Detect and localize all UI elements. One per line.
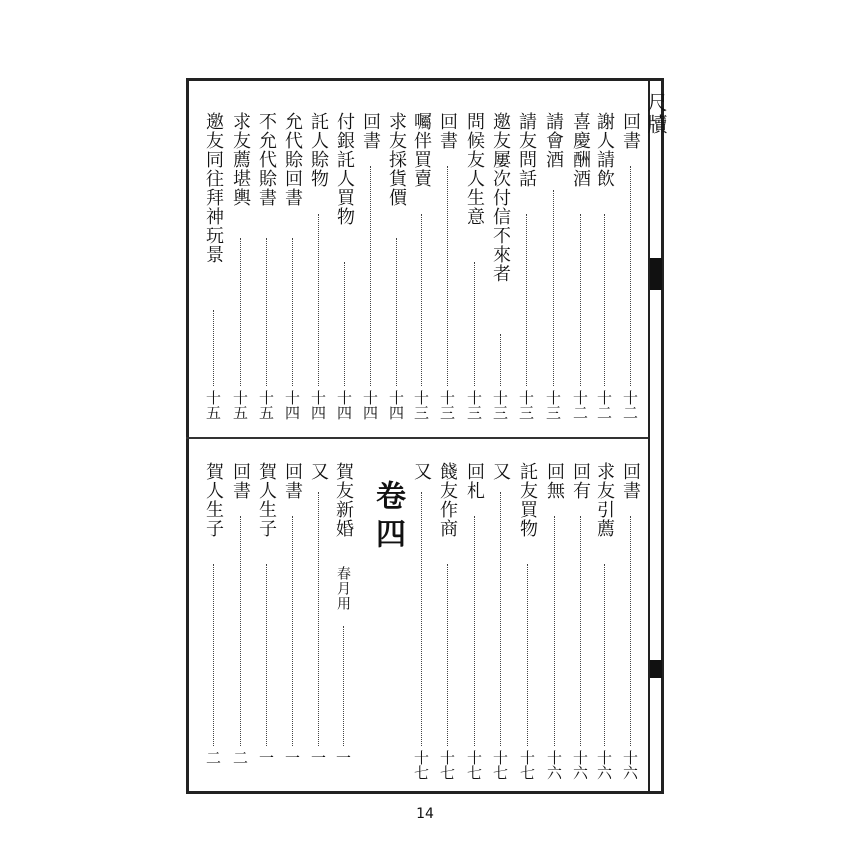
- toc-entry-title: 囑伴買賣: [411, 112, 432, 188]
- toc-entry-page: 十三: [438, 390, 456, 420]
- toc-entry-page: 十七: [491, 750, 509, 780]
- toc-entry-title: 喜慶酬酒: [570, 112, 591, 188]
- toc-entry-title: 回書: [282, 462, 303, 500]
- toc-entry-title: 付銀託人買物: [334, 112, 355, 226]
- toc-entry-title: 求友薦堪輿: [230, 112, 251, 207]
- toc-entry-title: 回書: [230, 462, 251, 500]
- toc-entry-page: 十二: [571, 390, 589, 420]
- toc-entry-title: 請友問話: [516, 112, 537, 188]
- toc-entry-page: 十七: [518, 750, 536, 780]
- section-divider: [186, 437, 648, 439]
- toc-entry-title: 謝人請飲: [594, 112, 615, 188]
- leader-dots: [447, 564, 448, 746]
- leader-dots: [526, 214, 527, 386]
- toc-entry-title: 回書: [360, 112, 381, 150]
- toc-entry-title: 邀友同往拜神玩景: [203, 112, 224, 264]
- toc-entry-title: 回有: [570, 462, 591, 500]
- toc-entry-page: 十二: [595, 390, 613, 420]
- fishtail-mark: [650, 258, 662, 290]
- toc-entry-page: 二: [204, 750, 222, 765]
- toc-entry-page: 十四: [387, 390, 405, 420]
- toc-entry-page: 十五: [204, 390, 222, 420]
- toc-entry-title: 賀人生子: [256, 462, 277, 538]
- leader-dots: [447, 166, 448, 386]
- leader-dots: [292, 516, 293, 746]
- toc-entry-page: 十五: [231, 390, 249, 420]
- toc-entry-page: 十四: [283, 390, 301, 420]
- leader-dots: [240, 238, 241, 386]
- toc-entry-title: 又: [490, 462, 511, 481]
- leader-dots: [213, 310, 214, 386]
- leader-dots: [343, 626, 344, 746]
- toc-entry-page: 十七: [412, 750, 430, 780]
- leader-dots: [292, 238, 293, 386]
- toc-entry-title: 求友引薦: [594, 462, 615, 538]
- toc-entry-title: 邀友屢次付信不來者: [490, 112, 511, 283]
- toc-entry-page: 十四: [335, 390, 353, 420]
- toc-entry-page: 十七: [438, 750, 456, 780]
- toc-entry-page: 十三: [491, 390, 509, 420]
- leader-dots: [370, 166, 371, 386]
- leader-dots: [396, 238, 397, 386]
- toc-entry-page: 十四: [361, 390, 379, 420]
- leader-dots: [604, 564, 605, 746]
- leader-dots: [554, 516, 555, 746]
- leader-dots: [266, 564, 267, 746]
- leader-dots: [474, 516, 475, 746]
- toc-entry-page: 一: [283, 750, 301, 765]
- toc-entry-page: 十六: [571, 750, 589, 780]
- toc-entry-title: 回札: [464, 462, 485, 500]
- toc-entry-page: 十五: [257, 390, 275, 420]
- leader-dots: [580, 516, 581, 746]
- toc-entry-page: 一: [257, 750, 275, 765]
- toc-entry-page: 一: [334, 750, 352, 765]
- toc-entry-page: 十四: [309, 390, 327, 420]
- toc-entry-page: 二: [231, 750, 249, 765]
- toc-entry-title: 又: [308, 462, 329, 481]
- leader-dots: [474, 262, 475, 386]
- page-number: 14: [416, 806, 434, 822]
- volume-heading: 卷四: [370, 480, 405, 556]
- toc-entry-page: 十六: [621, 750, 639, 780]
- toc-entry-title: 託人賒物: [308, 112, 329, 188]
- leader-dots: [580, 214, 581, 386]
- leader-dots: [630, 166, 631, 386]
- leader-dots: [318, 492, 319, 746]
- leader-dots: [500, 492, 501, 746]
- toc-entry-title: 回書: [437, 112, 458, 150]
- toc-entry-title: 託友買物: [517, 462, 538, 538]
- toc-entry-title: 又: [411, 462, 432, 481]
- toc-entry-title: 回無: [544, 462, 565, 500]
- leader-dots: [553, 190, 554, 386]
- toc-entry-title: 回書: [620, 112, 641, 150]
- leader-dots: [213, 564, 214, 746]
- toc-entry-title: 餞友作商: [437, 462, 458, 538]
- toc-entry-page: 十三: [517, 390, 535, 420]
- leader-dots: [630, 516, 631, 746]
- toc-entry-page: 十三: [412, 390, 430, 420]
- toc-entry-title: 賀人生子: [203, 462, 224, 538]
- leader-dots: [421, 214, 422, 386]
- margin-title: 尺牘: [644, 92, 668, 136]
- leader-dots: [240, 516, 241, 746]
- toc-entry-title: 請會酒: [543, 112, 564, 169]
- toc-entry-page: 十六: [545, 750, 563, 780]
- toc-entry-page: 十三: [544, 390, 562, 420]
- leader-dots: [527, 564, 528, 746]
- fishtail-mark-lower: [650, 660, 662, 678]
- leader-dots: [266, 238, 267, 386]
- leader-dots: [500, 334, 501, 386]
- toc-entry-page: 十二: [621, 390, 639, 420]
- toc-entry-page: 十六: [595, 750, 613, 780]
- toc-entry-page: 十三: [465, 390, 483, 420]
- toc-entry-note: 春月用: [335, 566, 351, 611]
- toc-entry-title: 回書: [620, 462, 641, 500]
- toc-entry-page: 十七: [465, 750, 483, 780]
- leader-dots: [344, 262, 345, 386]
- toc-entry-title: 不允代賒書: [256, 112, 277, 207]
- toc-entry-title: 求友採貨價: [386, 112, 407, 207]
- toc-entry-title: 賀友新婚: [333, 462, 354, 538]
- leader-dots: [604, 214, 605, 386]
- toc-entry-page: 一: [309, 750, 327, 765]
- leader-dots: [318, 214, 319, 386]
- toc-entry-title: 問候友人生意: [464, 112, 485, 226]
- leader-dots: [421, 492, 422, 746]
- toc-entry-title: 允代賒回書: [282, 112, 303, 207]
